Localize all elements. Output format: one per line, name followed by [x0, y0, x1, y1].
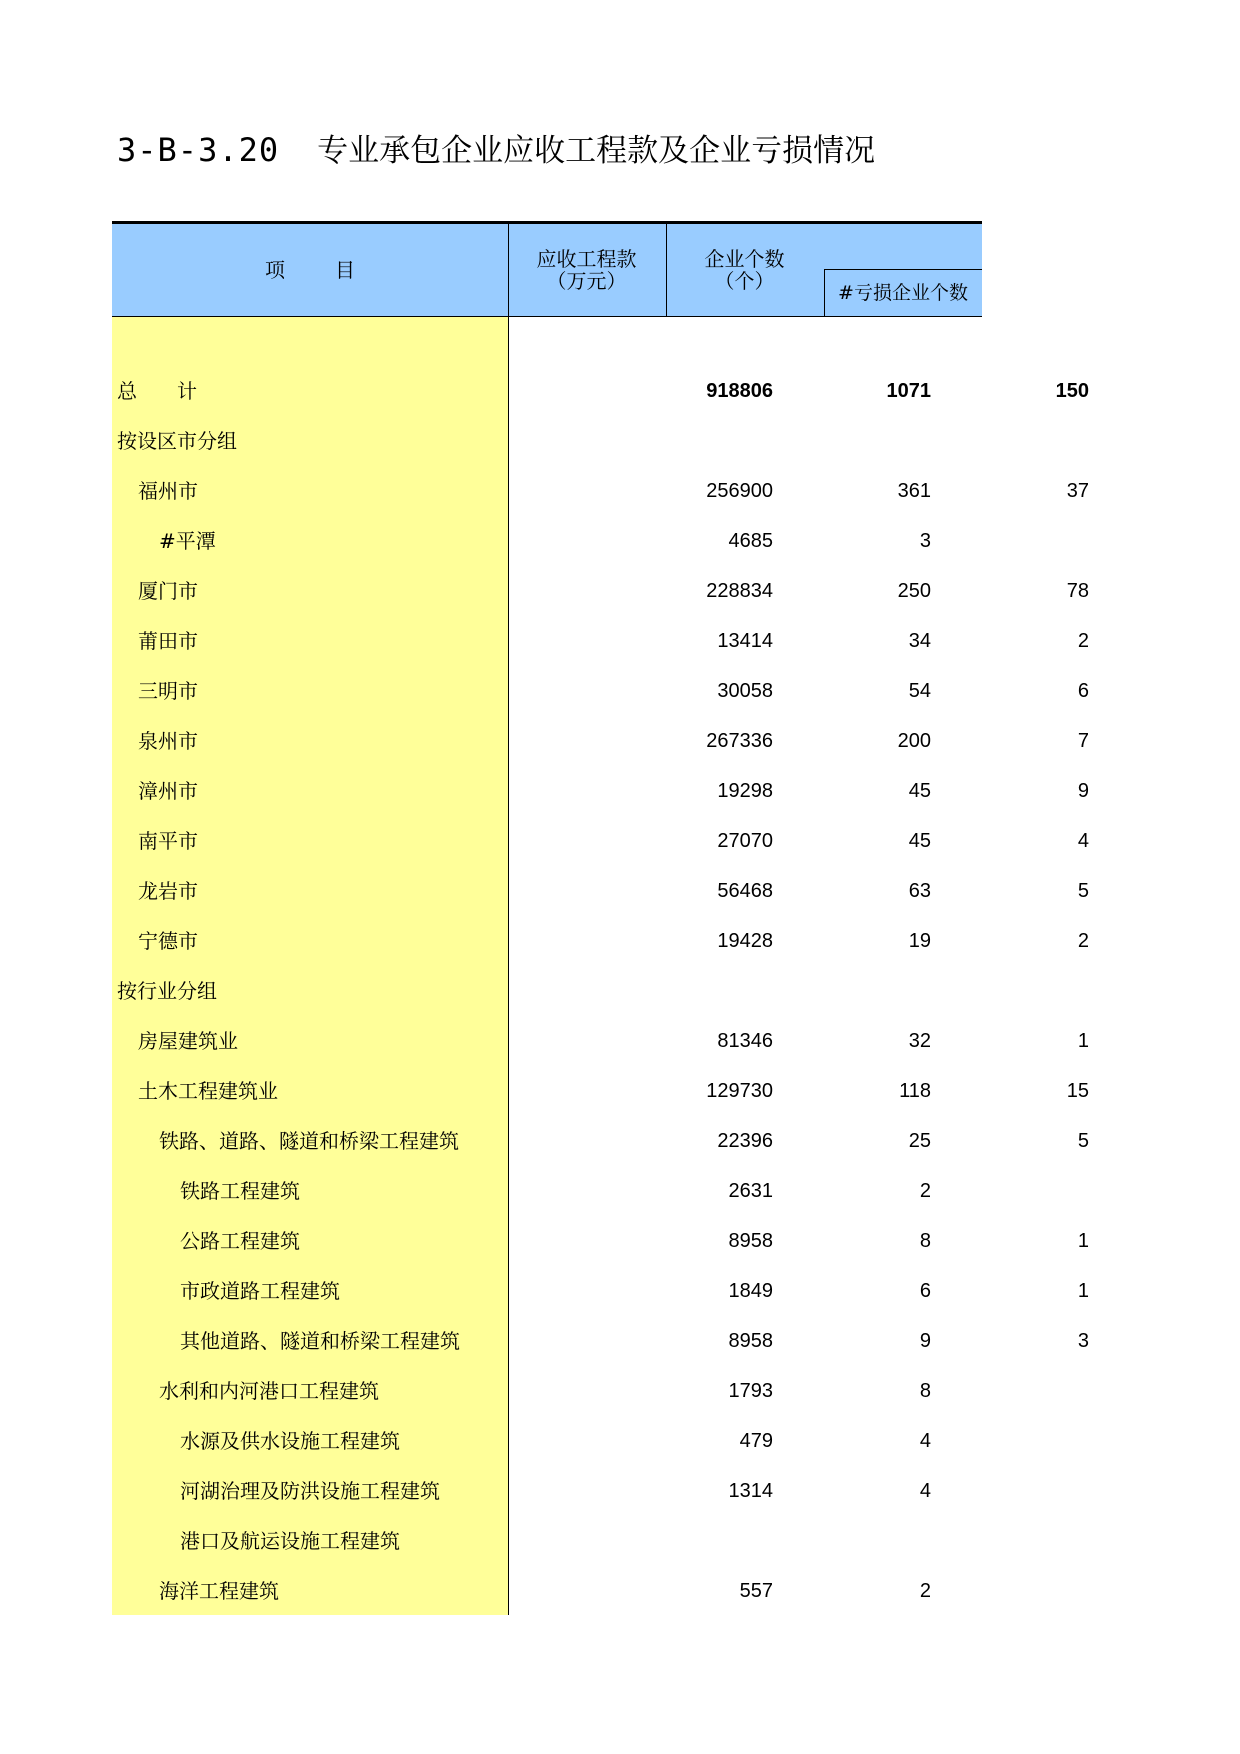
- table-row: [112, 1566, 982, 1616]
- row-label: #平潭: [159, 529, 216, 553]
- row-label: 宁德市: [138, 929, 198, 953]
- row-receivables: 267336: [706, 730, 773, 752]
- total-label: [117, 366, 197, 416]
- row-label: 按设区市分组: [117, 429, 237, 453]
- row-label: 莆田市: [138, 629, 198, 653]
- row-receivables: 256900: [706, 480, 773, 502]
- row-enterprises: 4: [919, 1430, 931, 1452]
- row-loss: [824, 416, 1089, 466]
- row-receivables: 479: [739, 1430, 773, 1452]
- table-row: [112, 1316, 1089, 1366]
- row-loss: [824, 1566, 1089, 1616]
- row-label: 龙岩市: [138, 879, 198, 903]
- header-item-a: 项: [265, 258, 285, 282]
- row-enterprises: 8: [919, 1380, 931, 1402]
- row-loss: [824, 1466, 1089, 1516]
- row-label: 南平市: [138, 829, 198, 853]
- row-receivables: 8958: [728, 1230, 773, 1252]
- row-receivables: 27070: [717, 830, 773, 852]
- row-label: 按行业分组: [117, 979, 217, 1003]
- row-enterprises: 34: [908, 630, 931, 652]
- table-row: [112, 966, 982, 1016]
- table-row: [112, 516, 982, 566]
- row-loss: [824, 1166, 1089, 1216]
- row-loss: 5: [1077, 880, 1089, 902]
- row-enterprises: 45: [908, 780, 931, 802]
- row-label: 市政道路工程建筑: [180, 1279, 340, 1303]
- row-label: 铁路、道路、隧道和桥梁工程建筑: [159, 1129, 459, 1153]
- subheader-rule: [824, 269, 982, 270]
- row-receivables: 81346: [717, 1030, 773, 1052]
- row-receivables: 129730: [706, 1080, 773, 1102]
- table-row: [112, 866, 1089, 916]
- row-loss: 1: [1077, 1030, 1089, 1052]
- table-row: [112, 466, 1089, 516]
- table-row: [112, 1066, 1089, 1116]
- row-label: 泉州市: [138, 729, 198, 753]
- table-row: [112, 1466, 982, 1516]
- total-receivables: 918806: [706, 380, 773, 402]
- row-receivables: 1793: [728, 1380, 773, 1402]
- table-row: [112, 816, 1089, 866]
- row-enterprises: 19: [908, 930, 931, 952]
- row-loss: 6: [1077, 680, 1089, 702]
- row-enterprises: 54: [908, 680, 931, 702]
- row-loss: 3: [1077, 1330, 1089, 1352]
- total-enterprises: 1071: [886, 380, 931, 402]
- row-enterprises: 4: [919, 1480, 931, 1502]
- row-label: 水源及供水设施工程建筑: [180, 1429, 400, 1453]
- row-receivables: 56468: [717, 880, 773, 902]
- table-row: [112, 716, 1089, 766]
- row-label: 土木工程建筑业: [138, 1079, 278, 1103]
- table-row: [112, 1016, 1089, 1066]
- header-receivables-unit: （万元）: [546, 269, 627, 293]
- row-enterprises: 8: [919, 1230, 931, 1252]
- row-enterprises: 45: [908, 830, 931, 852]
- table-row: [112, 1266, 1089, 1316]
- header-item: [112, 259, 508, 281]
- row-label: 厦门市: [138, 579, 198, 603]
- table-row: [112, 1216, 1089, 1266]
- table-row: [112, 1166, 982, 1216]
- row-loss: 4: [1077, 830, 1089, 852]
- row-label: 港口及航运设施工程建筑: [180, 1529, 400, 1553]
- row-label: 其他道路、隧道和桥梁工程建筑: [180, 1329, 460, 1353]
- row-enterprises: 32: [908, 1030, 931, 1052]
- row-loss: 78: [1066, 580, 1089, 602]
- table-row: [112, 566, 1089, 616]
- header-enterprises: [666, 248, 823, 292]
- header-loss-enterprises: #亏损企业个数: [838, 282, 968, 304]
- row-label: 漳州市: [138, 779, 198, 803]
- row-label: 铁路工程建筑: [180, 1179, 300, 1203]
- row-enterprises: 63: [908, 880, 931, 902]
- row-receivables: 30058: [717, 680, 773, 702]
- total-label-b: 计: [177, 379, 197, 403]
- row-enterprises: 200: [897, 730, 931, 752]
- row-loss: 15: [1066, 1080, 1089, 1102]
- row-enterprises: 2: [919, 1180, 931, 1202]
- table-title-text: 专业承包企业应收工程款及企业亏损情况: [317, 133, 876, 169]
- table-title: [117, 128, 875, 172]
- row-enterprises: 9: [919, 1330, 931, 1352]
- row-loss: [824, 966, 1089, 1016]
- row-label: 房屋建筑业: [138, 1029, 238, 1053]
- row-receivables: 4685: [728, 530, 773, 552]
- row-receivables: 19428: [717, 930, 773, 952]
- row-enterprises: 3: [919, 530, 931, 552]
- row-enterprises: 25: [908, 1130, 931, 1152]
- row-enterprises: 6: [919, 1280, 931, 1302]
- table-code: 3-B-3.20: [117, 131, 280, 169]
- table-row: [112, 916, 1089, 966]
- row-loss: 9: [1077, 780, 1089, 802]
- row-label: 福州市: [138, 479, 198, 503]
- row-receivables: 1314: [728, 1480, 773, 1502]
- row-receivables: 13414: [717, 630, 773, 652]
- total-row: [112, 366, 1089, 416]
- row-receivables: 22396: [717, 1130, 773, 1152]
- row-enterprises: 2: [919, 1580, 931, 1602]
- row-receivables: 8958: [728, 1330, 773, 1352]
- row-loss: [824, 516, 1089, 566]
- row-loss: 1: [1077, 1280, 1089, 1302]
- row-label: 水利和内河港口工程建筑: [159, 1379, 379, 1403]
- table-row: [112, 1366, 982, 1416]
- row-receivables: 228834: [706, 580, 773, 602]
- header-enterprises-unit: （个）: [714, 269, 775, 293]
- table-row: [112, 666, 1089, 716]
- row-loss: [824, 1416, 1089, 1466]
- row-loss: 2: [1077, 630, 1089, 652]
- row-label: 河湖治理及防洪设施工程建筑: [180, 1479, 440, 1503]
- row-label: 公路工程建筑: [180, 1229, 300, 1253]
- row-loss: 5: [1077, 1130, 1089, 1152]
- table-row: [112, 616, 1089, 666]
- row-enterprises: 250: [897, 580, 931, 602]
- row-loss: 1: [1077, 1230, 1089, 1252]
- header-receivables-title: 应收工程款: [536, 247, 637, 271]
- header-receivables: [508, 248, 665, 292]
- row-loss: 2: [1077, 930, 1089, 952]
- row-label: 海洋工程建筑: [159, 1579, 279, 1603]
- table-row: [112, 1116, 1089, 1166]
- row-loss: 7: [1077, 730, 1089, 752]
- table-row: [112, 766, 1089, 816]
- header-item-b: 目: [335, 258, 355, 282]
- header-enterprises-title: 企业个数: [704, 247, 785, 271]
- row-receivables: 1849: [728, 1280, 773, 1302]
- row-enterprises: 118: [899, 1080, 931, 1102]
- row-loss: [824, 1516, 1089, 1566]
- row-receivables: 19298: [717, 780, 773, 802]
- row-loss: 37: [1066, 480, 1089, 502]
- row-enterprises: 361: [897, 480, 931, 502]
- table-row: [112, 1516, 982, 1566]
- table-row: [112, 416, 982, 466]
- table-row: [112, 1416, 982, 1466]
- row-receivables: 2631: [728, 1180, 773, 1202]
- total-label-a: 总: [117, 379, 137, 403]
- total-loss: 150: [1055, 380, 1089, 402]
- row-label: 三明市: [138, 679, 198, 703]
- row-loss: [824, 1366, 1089, 1416]
- row-receivables: 557: [739, 1580, 773, 1602]
